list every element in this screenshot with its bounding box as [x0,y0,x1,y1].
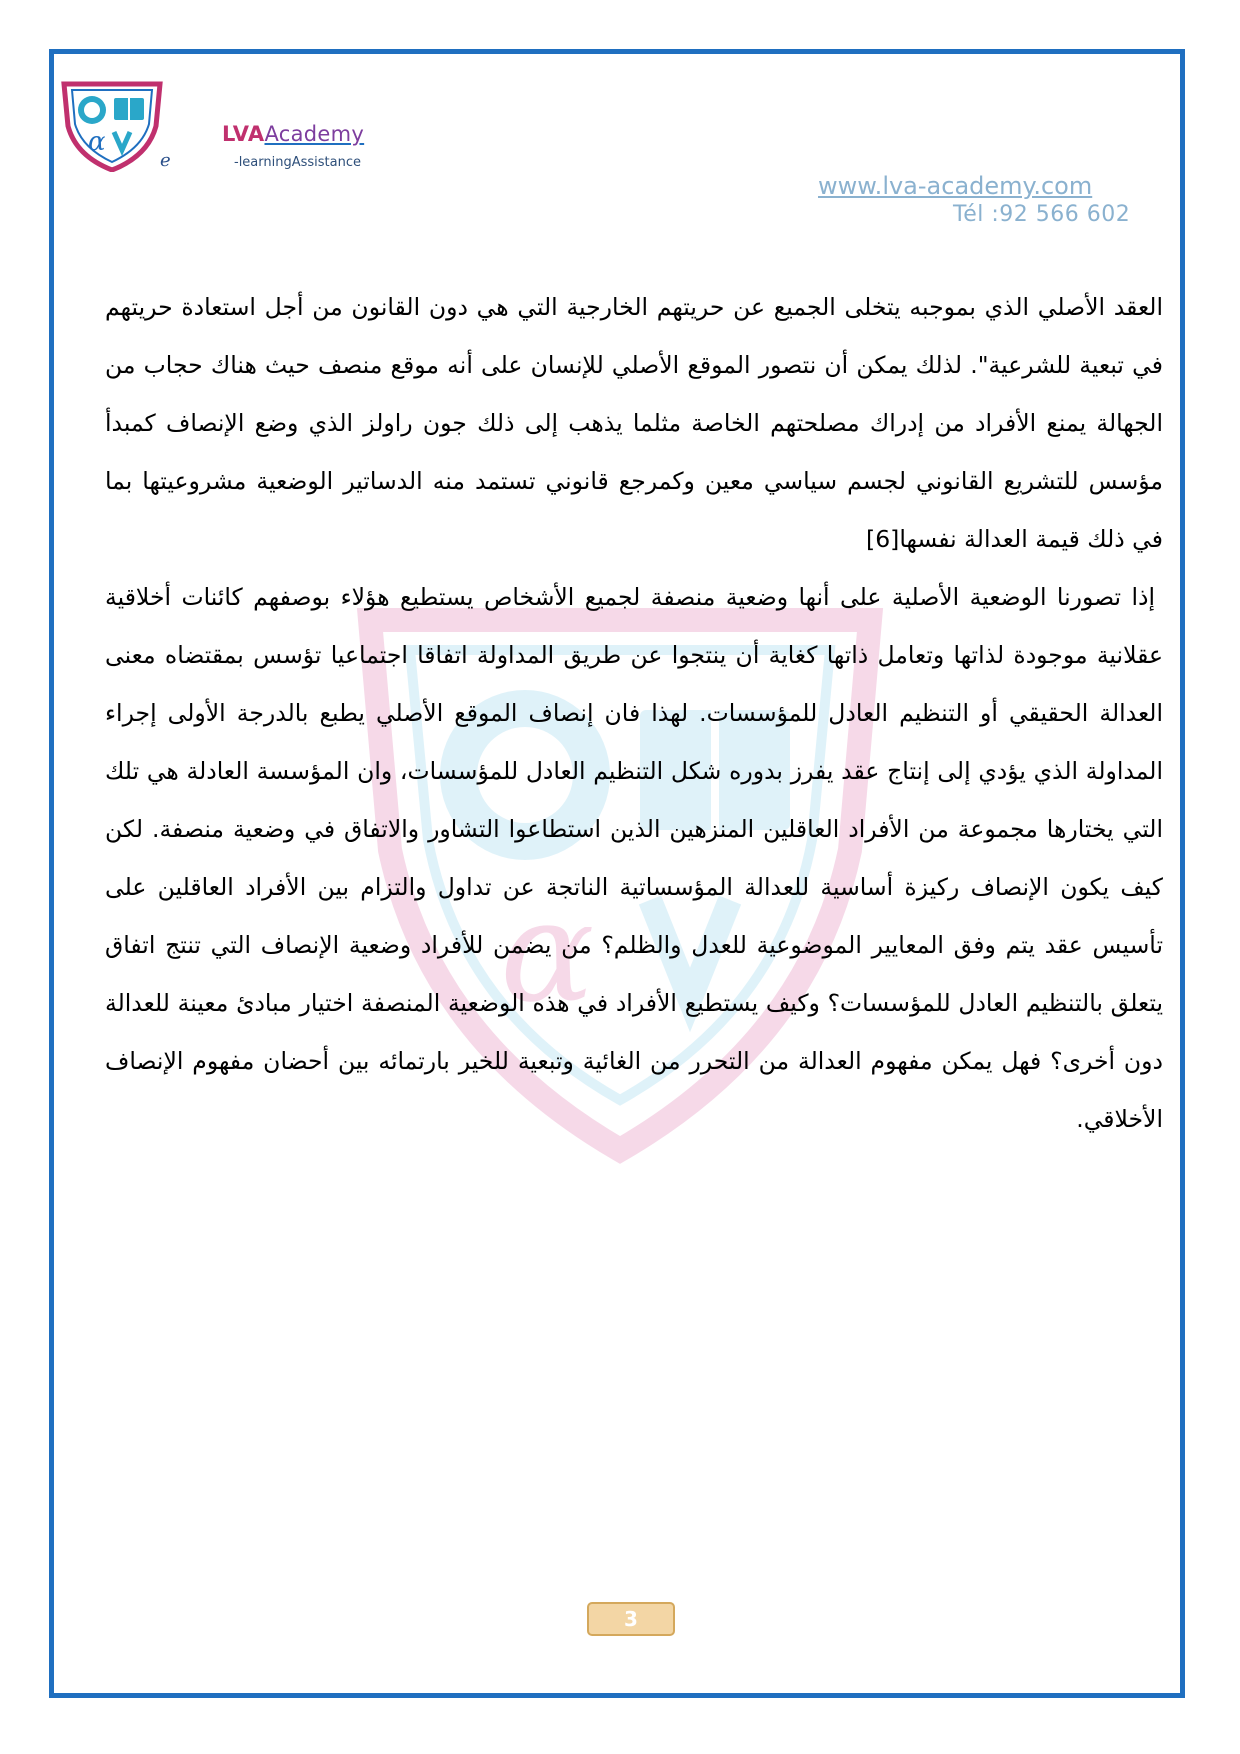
academy-logo-icon [58,80,166,172]
phone-number: Tél :92 566 602 [953,202,1131,227]
svg-text:α: α [500,871,595,1034]
article-paragraph-2: إذا تصورنا الوضعية الأصلية على أنها وضعية منصفة لجميع الأشخاص يستطيع هؤلاء بوصفهم كائنات أخلاقية عقلانية موجودة لذاتها وتعامل ذاتها كغاية أن ينتجوا عن طريق المداولة اتفاقا اجتماعيا تؤسس بمقتضاه معنى العدالة الحقيقي أو التنظيم العادل للمؤسسات. لهذا فان إنصاف الموقع الأصلي يطبع بالدرجة الأولى إجراء المداولة الذي يؤدي إلى إنتاج عقد يفرز بدوره شكل التنظيم العادل للمؤسسات، وان المؤسسة العادلة هي تلك التي يختارها مجموعة من الأفراد العاقلين المنزهين الذين استطاعوا التشاور والاتفاق في وضعية منصفة. لكن كيف يكون الإنصاف ركيزة أساسية للعدالة المؤسساتية الناتجة عن تداول والتزام بين الأفراد العاقلين على تأسيس عقد يتم وفق المعايير الموضوعية للعدل والظلم؟ من يضمن للأفراد وضعية الإنصاف التي تنتج اتفاق يتعلق بالتنظيم العادل للمؤسسات؟ وكيف يستطيع الأفراد في هذه الوضعية المنصفة اختيار مبادئ معينة للعدالة دون أخرى؟ فهل يمكن مفهوم العدالة من التحرر من الغائية وتبعية للخير بارتمائه بين أحضان مفهوم الإنصاف الأخلاقي. [105,583,1163,1133]
article-body [105,278,1163,1148]
brand-lva: LVA [222,122,265,146]
page-number: 3 [587,1602,675,1636]
brand-tagline: -learningAssistance [234,155,361,170]
brand-academy: Academy [264,122,365,146]
logo-letter: e [160,150,171,171]
svg-text:α: α [88,127,106,157]
article-paragraph-1: العقد الأصلي الذي بموجبه يتخلى الجميع عن حريتهم الخارجية التي هي دون القانون من أجل استعادة حريتهم في تبعية للشرعية". لذلك يمكن أن نتصور الموقع الأصلي للإنسان على أنه موقع منصف حيث هناك حجاب من الجهالة يمنع الأفراد من إدراك مصلحتهم الخاصة مثلما يذهب إلى ذلك جون راولز الذي وضع الإنصاف كمبدأ مؤسس للتشريع القانوني لجسم سياسي معين وكمرجع قانوني تستمد منه الدساتير الوضعية مشروعيتها بما في ذلك قيمة العدالة نفسها[6] [105,293,1163,553]
brand-name [222,122,364,146]
website-link[interactable]: www.lva-academy.com [818,172,1093,200]
